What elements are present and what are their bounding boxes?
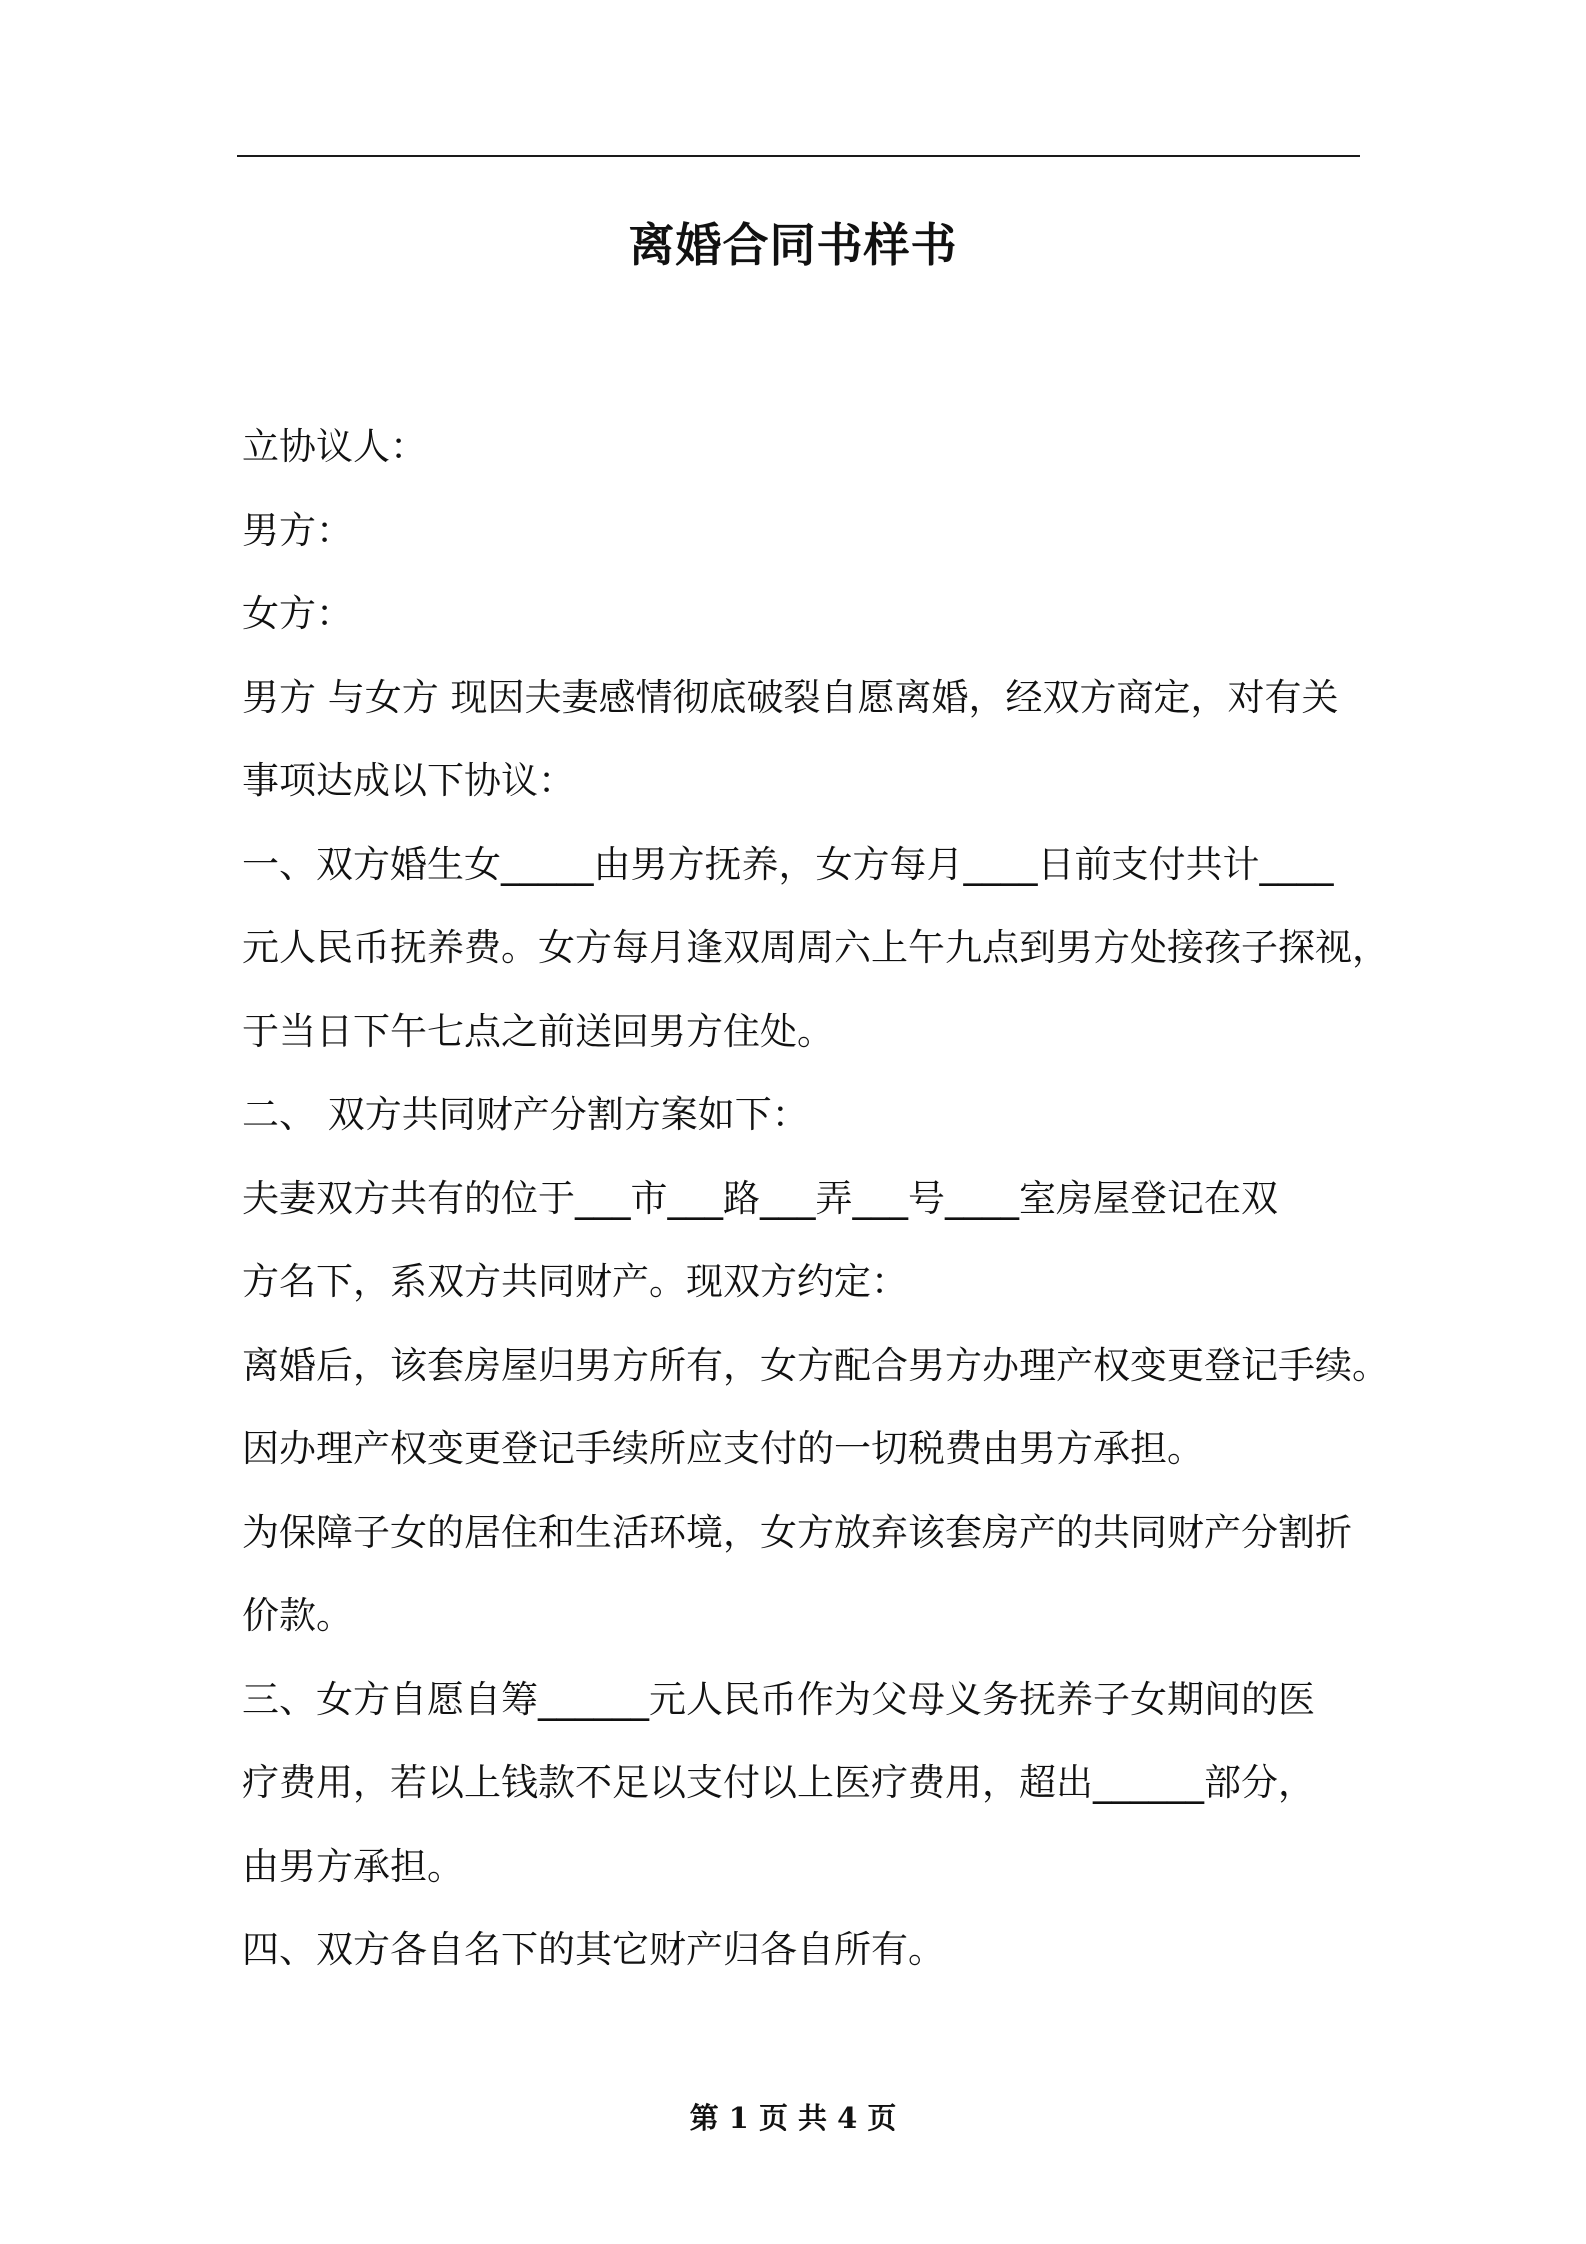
clause-3-line: 由男方承担。: [242, 1844, 464, 1888]
document-body: [242, 405, 1389, 1992]
document-title: 离婚合同书样书: [628, 218, 958, 272]
clause-2-line: 方名下，系双方共同财产。现双方约定：: [242, 1260, 908, 1303]
page-number-footer: 第 1 页 共 4 页: [689, 2101, 897, 2135]
header-rule: [237, 155, 1360, 157]
party-male: 男方：: [242, 508, 353, 552]
clause-2-line: 价款。: [242, 1594, 353, 1637]
preamble-line: 男方 与女方 现因夫妻感情彻底破裂自愿离婚，经双方商定，对有关: [242, 675, 1339, 719]
preamble-line: 事项达成以下协议：: [242, 759, 575, 802]
clause-3-line: 三、女方自愿自筹______元人民币作为父母义务抚养子女期间的医: [242, 1677, 1315, 1721]
party-female: 女方：: [242, 592, 353, 635]
clause-1-line: 元人民币抚养费。女方每月逢双周周六上午九点到男方处接孩子探视，: [242, 926, 1389, 969]
clause-2-heading: 二、 双方共同财产分割方案如下：: [242, 1093, 809, 1136]
clause-1-line: 一、双方婚生女_____由男方抚养，女方每月____日前支付共计____: [242, 842, 1334, 886]
clause-4-line: 四、双方各自名下的其它财产归各自所有。: [242, 1928, 945, 1971]
clause-2-line: 离婚后，该套房屋归男方所有，女方配合男方办理产权变更登记手续。: [242, 1343, 1389, 1387]
party-heading: 立协议人：: [242, 425, 427, 468]
clause-2-line: 因办理产权变更登记手续所应支付的一切税费由男方承担。: [242, 1427, 1204, 1470]
clause-3-line: 疗费用，若以上钱款不足以支付以上医疗费用，超出______部分，: [242, 1761, 1315, 1804]
clause-2-line: 夫妻双方共有的位于___市___路___弄___号____室房屋登记在双: [242, 1176, 1278, 1220]
clause-1-line: 于当日下午七点之前送回男方住处。: [242, 1009, 834, 1053]
clause-2-line: 为保障子女的居住和生活环境，女方放弃该套房产的共同财产分割折: [242, 1510, 1352, 1554]
